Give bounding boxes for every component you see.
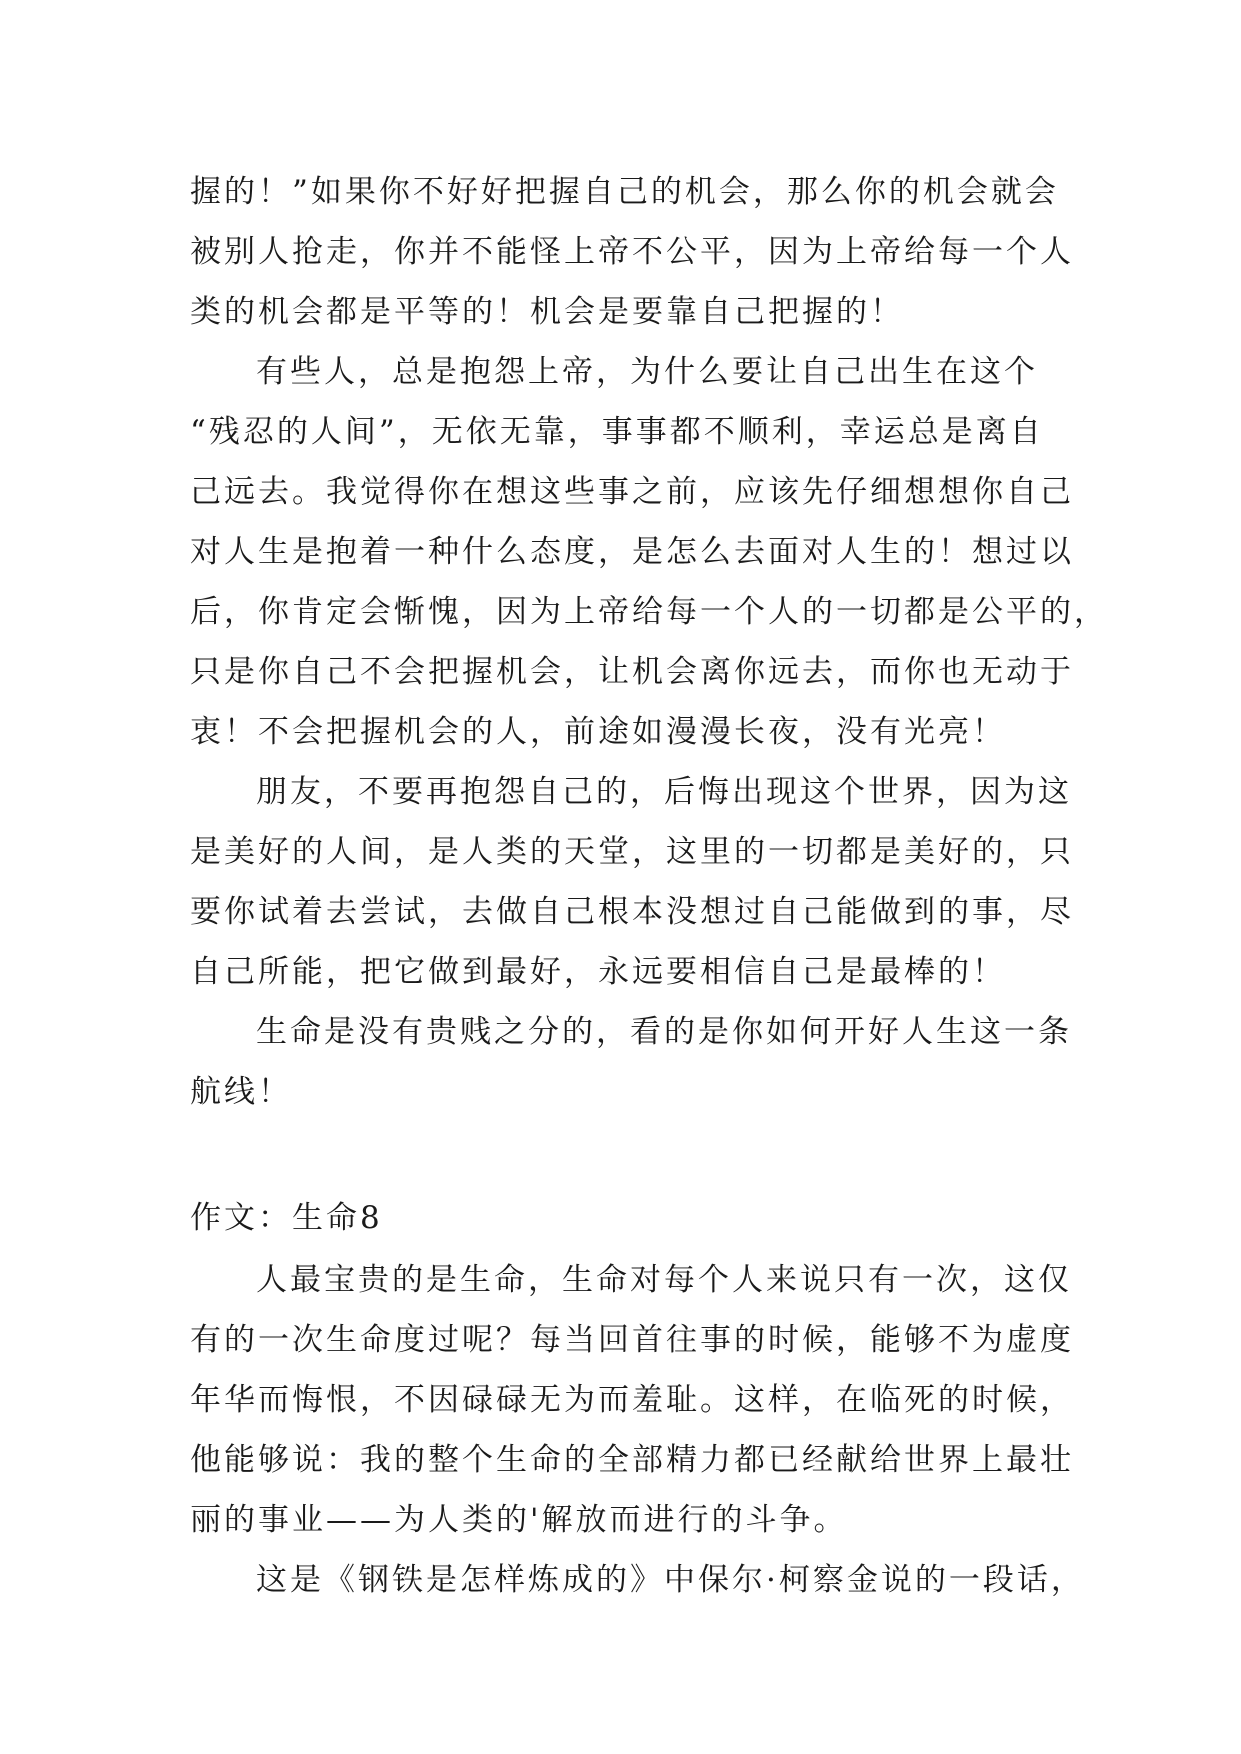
text-line: 他能够说：我的整个生命的全部精力都已经献给世界上最壮 [190,1442,1074,1478]
section-spacer [190,1122,1070,1186]
text-line: 类的机会都是平等的！机会是要靠自己把握的！ [190,294,904,330]
text-line: 生命是没有贵贱之分的，看的是你如何开好人生这一条 [256,1014,1072,1050]
text-line: 对人生是抱着一种什么态度，是怎么去面对人生的！想过以 [190,534,1074,570]
text-line: 己远去。我觉得你在想这些事之前，应该先仔细想想你自己 [190,474,1074,510]
text-line: 有些人，总是抱怨上帝，为什么要让自己出生在这个 [256,354,1038,390]
paragraph [190,162,1074,342]
text-line: 自己所能，把它做到最好，永远要相信自己是最棒的！ [190,954,1006,990]
text-line: 丽的事业——为人类的'解放而进行的斗争。 [190,1502,848,1538]
paragraph [190,762,1074,1002]
text-line: 被别人抢走，你并不能怪上帝不公平，因为上帝给每一个人 [190,234,1074,270]
text-line: 只是你自己不会把握机会，让机会离你远去，而你也无动于 [190,654,1074,690]
text-line: 年华而悔恨，不因碌碌无为而羞耻。这样，在临死的时候， [190,1382,1074,1418]
text-line: 人最宝贵的是生命，生命对每个人来说只有一次，这仅 [256,1262,1072,1298]
text-line: 航线！ [190,1074,292,1110]
text-line: 要你试着去尝试，去做自己根本没想过自己能做到的事，尽 [190,894,1074,930]
section-heading: 作文：生命8 [190,1200,383,1236]
text-line: “残忍的人间”，无依无靠，事事都不顺利，幸运总是离自 [190,414,1044,450]
paragraph [190,1550,1085,1610]
text-line: 朋友，不要再抱怨自己的，后悔出现这个世界，因为这 [256,774,1072,810]
text-line: 有的一次生命度过呢？每当回首往事的时候，能够不为虚度 [190,1322,1074,1358]
text-line: 后，你肯定会惭愧，因为上帝给每一个人的一切都是公平的， [190,594,1108,630]
text-line: 握的！”如果你不好好把握自己的机会，那么你的机会就会 [190,174,1059,210]
text-line: 这是《钢铁是怎样炼成的》中保尔·柯察金说的一段话， [256,1562,1085,1598]
text-line: 是美好的人间，是人类的天堂，这里的一切都是美好的，只 [190,834,1074,870]
text-line: 衷！不会把握机会的人，前途如漫漫长夜，没有光亮！ [190,714,1006,750]
paragraph [190,342,1108,762]
paragraph [190,1250,1074,1550]
paragraph [190,1002,1070,1122]
document-body [190,162,1108,1610]
